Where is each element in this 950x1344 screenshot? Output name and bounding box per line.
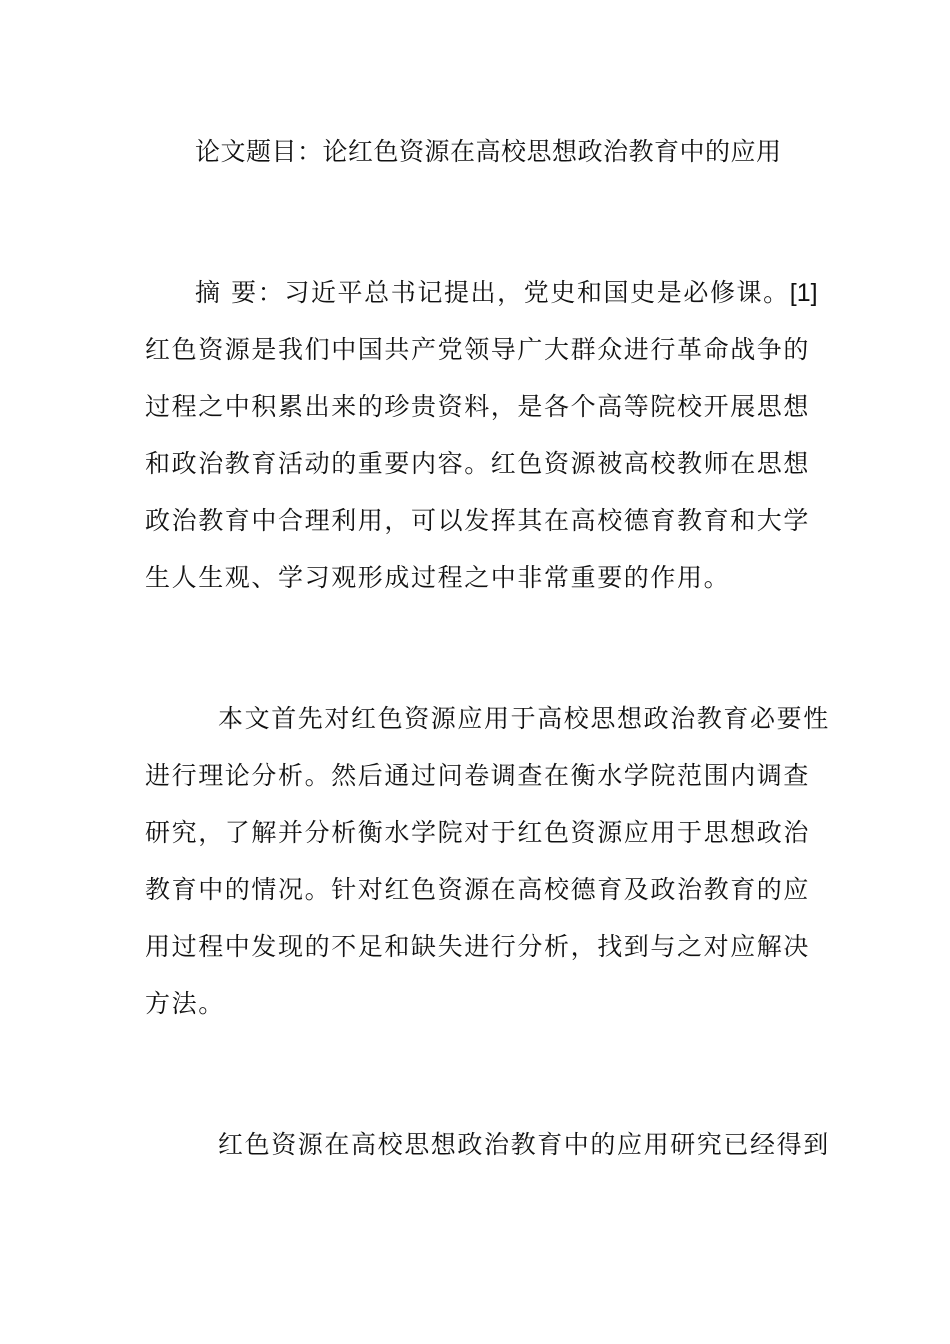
paragraph-3-line-1: 红色资源在高校思想政治教育中的应用研究已经得到 xyxy=(218,1130,830,1159)
citation-marker: [1] xyxy=(789,279,818,307)
paragraph-2-line-4: 教育中的情况。针对红色资源在高校德育及政治教育的应 xyxy=(145,875,811,904)
paper-title: 论文题目：论红色资源在高校思想政治教育中的应用 xyxy=(195,137,782,166)
abstract-line-5: 政治教育中合理利用，可以发挥其在高校德育教育和大学 xyxy=(145,506,811,535)
paragraph-2-line-2: 进行理论分析。然后通过问卷调查在衡水学院范围内调查 xyxy=(145,761,811,790)
abstract-line-4: 和政治教育活动的重要内容。红色资源被高校教师在思想 xyxy=(145,449,811,478)
abstract-line-2: 红色资源是我们中国共产党领导广大群众进行革命战争的 xyxy=(145,335,811,364)
abstract-line-1-text: 摘 要：习近平总书记提出，党史和国史是必修课。 xyxy=(195,278,790,307)
abstract-line-6: 生人生观、学习观形成过程之中非常重要的作用。 xyxy=(145,563,731,592)
paragraph-2-line-6: 方法。 xyxy=(145,989,225,1018)
paragraph-2-line-5: 用过程中发现的不足和缺失进行分析，找到与之对应解决 xyxy=(145,932,811,961)
abstract-line-1 xyxy=(195,273,875,313)
abstract-line-3: 过程之中积累出来的珍贵资料，是各个高等院校开展思想 xyxy=(145,392,811,421)
paragraph-2-line-1: 本文首先对红色资源应用于高校思想政治教育必要性 xyxy=(218,704,830,733)
paragraph-2-line-3: 研究，了解并分析衡水学院对于红色资源应用于思想政治 xyxy=(145,818,811,847)
